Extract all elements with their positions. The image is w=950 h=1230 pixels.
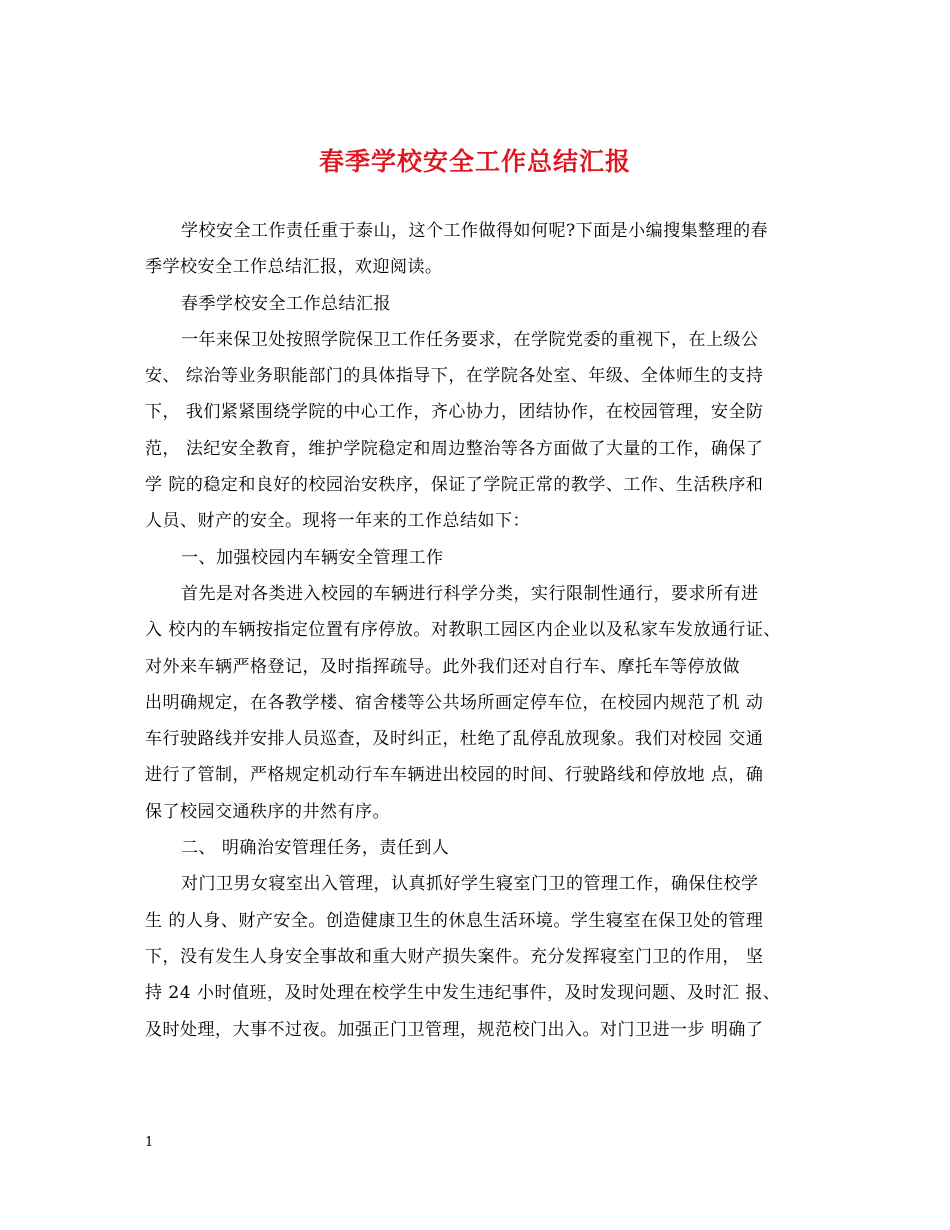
body-line: 入 校内的车辆按指定位置有序停放。对教职工园区内企业以及私家车发放通行证、	[145, 620, 781, 641]
body-line: 生 的人身、财产安全。创造健康卫生的休息生活环境。学生寝室在保卫处的管理	[145, 910, 764, 931]
body-line: 季学校安全工作总结汇报，欢迎阅读。	[145, 257, 443, 278]
body-line: 下， 我们紧紧围绕学院的中心工作，齐心协力，团结协作，在校园管理，安全防	[145, 402, 764, 423]
body-line: 人员、财产的安全。现将一年来的工作总结如下：	[145, 511, 530, 532]
body-line: 学 院的稳定和良好的校园治安秩序，保证了学院正常的教学、工作、生活秩序和	[145, 475, 764, 496]
body-line: 下，没有发生人身安全事故和重大财产损失案件。充分发挥寝室门卫的作用， 坚	[145, 946, 764, 967]
body-line: 进行了管制，严格规定机动行车车辆进出校园的时间、行驶路线和停放地 点，确	[145, 765, 764, 786]
document-title: 春季学校安全工作总结汇报	[318, 147, 631, 176]
body-line: 安、 综治等业务职能部门的具体指导下，在学院各处室、年级、全体师生的支持	[145, 366, 764, 387]
body-line: 首先是对各类进入校园的车辆进行科学分类，实行限制性通行，要求所有进	[181, 583, 759, 604]
body-line: 学校安全工作责任重于泰山，这个工作做得如何呢?下面是小编搜集整理的春	[181, 221, 769, 241]
body-line: 一年来保卫处按照学院保卫工作任务要求，在学院党委的重视下，在上级公	[181, 329, 759, 350]
document-body	[145, 213, 815, 1048]
page-number: 1	[145, 1135, 154, 1150]
section-heading: 一、加强校园内车辆安全管理工作	[181, 547, 444, 568]
body-line: 对外来车辆严格登记，及时指挥疏导。此外我们还对自行车、摩托车等停放做	[145, 656, 740, 677]
body-line: 出明确规定，在各教学楼、宿舍楼等公共场所画定停车位，在校园内规范了机 动	[145, 692, 764, 713]
body-line: 车行驶路线并安排人员巡查，及时纠正，杜绝了乱停乱放现象。我们对校园 交通	[145, 729, 764, 750]
body-line: 春季学校安全工作总结汇报	[181, 293, 391, 314]
body-line: 范， 法纪安全教育，维护学院稳定和周边整治等各方面做了大量的工作，确保了	[145, 438, 764, 459]
body-line: 保了校园交通秩序的井然有序。	[145, 801, 390, 822]
body-line: 及时处理，大事不过夜。加强正门卫管理，规范校门出入。对门卫进一步 明确了	[145, 1019, 764, 1040]
section-heading: 二、 明确治安管理任务，责任到人	[181, 838, 450, 859]
body-line: 对门卫男女寝室出入管理，认真抓好学生寝室门卫的管理工作，确保住校学	[181, 874, 759, 895]
body-line: 持 24 小时值班，及时处理在校学生中发生违纪事件，及时发现问题、及时汇 报、	[145, 983, 781, 1004]
